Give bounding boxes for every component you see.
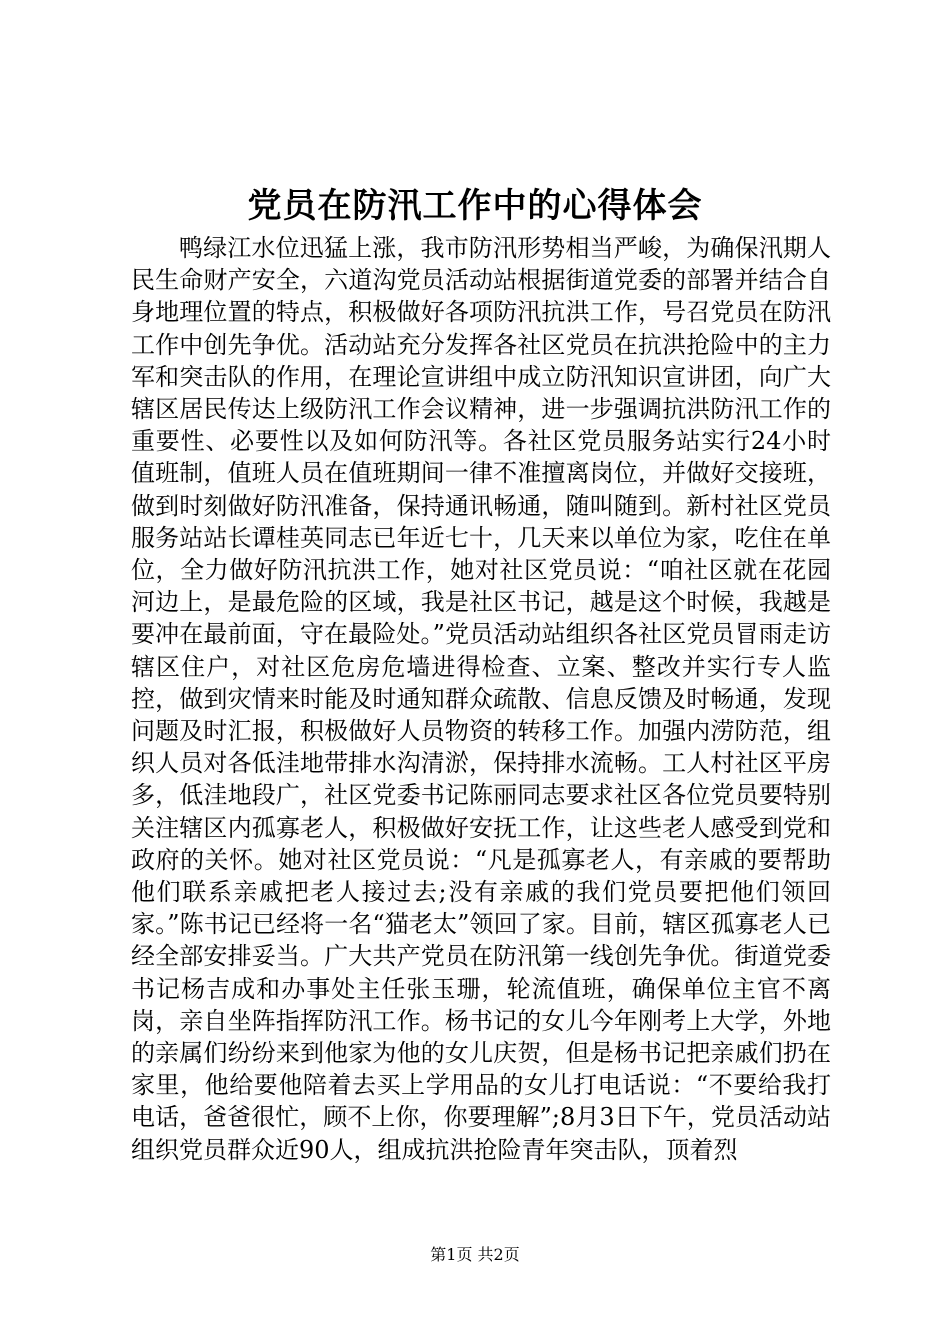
page-footer: 第1页 共2页	[430, 1245, 520, 1264]
document-body-paragraph: 鸭绿江水位迅猛上涨，我市防汛形势相当严峻，为确保汛期人民生命财产安全，六道沟党员活动站根据街道党委的部署并结合自身地理位置的特点，积极做好各项防汛抗洪工作，号召党员在防汛工作中创先争优。活动站充分发挥各社区党员在抗洪抢险中的主力军和突击队的作用，在理论宣讲组中成立防汛知识宣讲团，向广大辖区居民传达上级防汛工作会议精神，进一步强调抗洪防汛工作的重要性、必要性以及如何防汛等。各社区党员服务站实行24小时值班制，值班人员在值班期间一律不准擅离岗位，并做好交接班，做到时刻做好防汛准备，保持通讯畅通，随叫随到。新村社区党员服务站站长谭桂英同志已年近七十，几天来以单位为家，吃住在单位，全力做好防汛抗洪工作，她对社区党员说：“咱社区就在花园河边上，是最危险的区域，我是社区书记，越是这个时候，我越是要冲在最前面，守在最险处。”党员活动站组织各社区党员冒雨走访辖区住户，对社区危房危墙进得检查、立案、整改并实行专人监控，做到灾情来时能及时通知群众疏散、信息反馈及时畅通，发现问题及时汇报，积极做好人员物资的转移工作。加强内涝防范，组织人员对各低洼地带排水沟清淤，保持排水流畅。工人村社区平房多，低洼地段广，社区党委书记陈丽同志要求社区各位党员要特别关注辖区内孤寡老人，积极做好安抚工作，让这些老人感受到党和政府的关怀。她对社区党员说：“凡是孤寡老人，有亲戚的要帮助他们联系亲戚把老人接过去;没有亲戚的我们党员要把他们领回家。”陈书记已经将一名“猫老太”领回了家。目前，辖区孤寡老人已经全部安排妥当。广大共产党员在防汛第一线创先争优。街道党委书记杨吉成和办事处主任张玉珊，轮流值班，确保单位主官不离岗，亲自坐阵指挥防汛工作。杨书记的女儿今年刚考上大学，外地的亲属们纷纷来到他家为他的女儿庆贺，但是杨书记把亲戚们扔在家里，他给要他陪着去买上学用品的女儿打电话说：“不要给我打电话，爸爸很忙，顾不上你，你要理解”;8月3日下午，党员活动站组织党员群众近90人，组成抗洪抢险青年突击队，顶着烈	[131, 234, 831, 1164]
document-title: 党员在防汛工作中的心得体会	[247, 186, 703, 226]
